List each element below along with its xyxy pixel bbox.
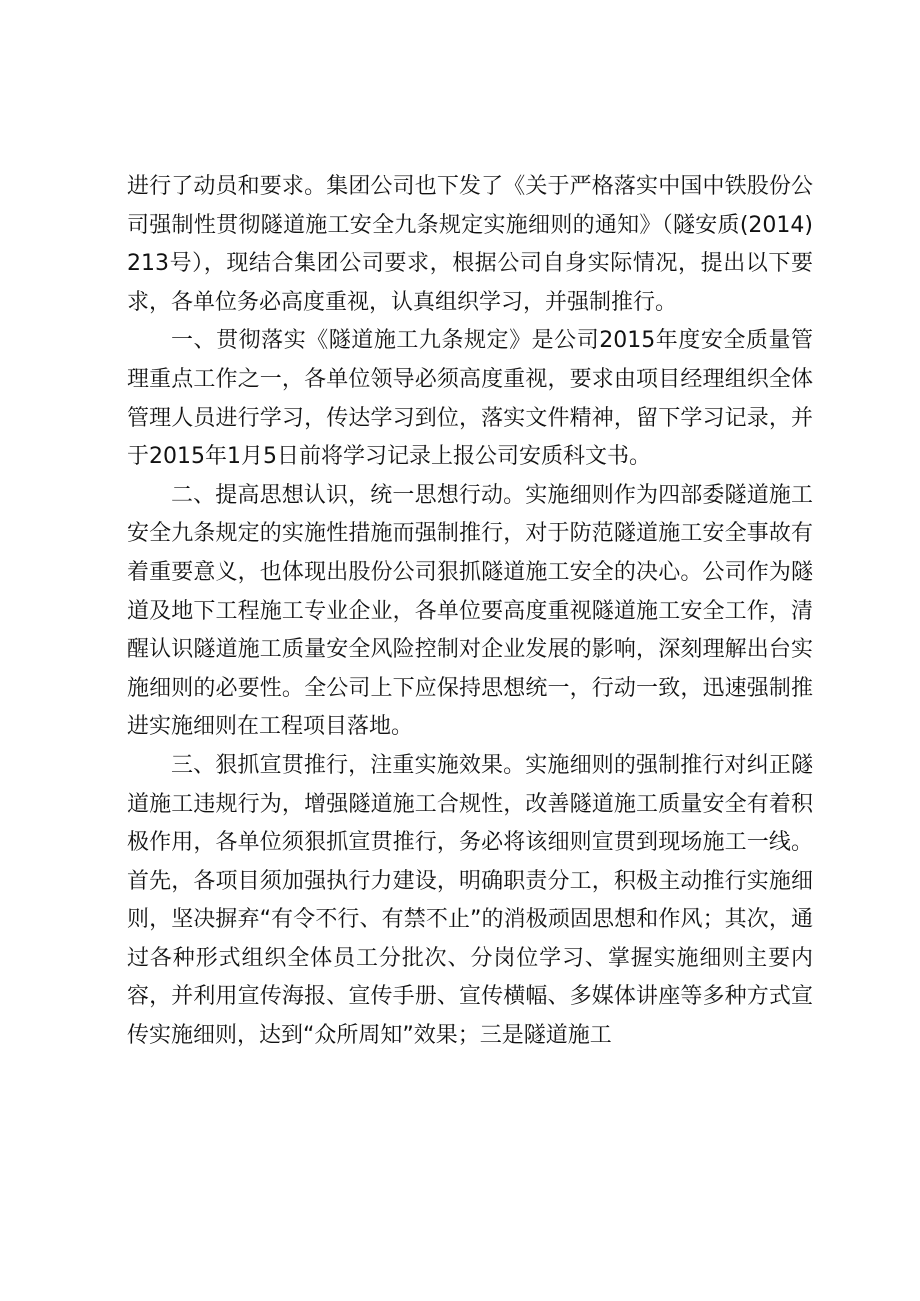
paragraph-item-one: 一、贯彻落实《隧道施工九条规定》是公司2015年度安全质量管理重点工作之一，各单位领导必须高度重视，要求由项目经理组织全体管理人员进行学习，传达学习到位，落实文件精神，留下学习记录，并于2015年1月5日前将学习记录上报公司安质科文书。 [127,328,813,470]
paragraph-continuation: 进行了动员和要求。集团公司也下发了《关于严格落实中国中铁股份公司强制性贯彻隧道施工安全九条规定实施细则的通知》（隧安质(2014)213号），现结合集团公司要求，根据公司自身实际情况，提出以下要求，各单位务必高度重视，认真组织学习，并强制推行。 [127,174,813,315]
document-body [127,168,813,1056]
paragraph-item-three: 三、狠抓宣贯推行，注重实施效果。实施细则的强制推行对纠正隧道施工违规行为，增强隧道施工合规性，改善隧道施工质量安全有着积极作用，各单位须狠抓宣贯推行，务必将该细则宣贯到现场施工一线。首先，各项目须加强执行力建设，明确职责分工，积极主动推行实施细则，坚决摒弃“有令不行、有禁不止”的消极顽固思想和作风；其次，通过各种形式组织全体员工分批次、分岗位学习、掌握实施细则主要内容，并利用宣传海报、宣传手册、宣传横幅、多媒体讲座等多种方式宣传实施细则，达到“众所周知”效果；三是隧道施工 [127,752,813,1049]
paragraph-item-two: 二、提高思想认识，统一思想行动。实施细则作为四部委隧道施工安全九条规定的实施性措施而强制推行，对于防范隧道施工安全事故有着重要意义，也体现出股份公司狠抓隧道施工安全的决心。公司作为隧道及地下工程施工专业企业，各单位要高度重视隧道施工安全工作，清醒认识隧道施工质量安全风险控制对企业发展的影响，深刻理解出台实施细则的必要性。全公司上下应保持思想统一，行动一致，迅速强制推进实施细则在工程项目落地。 [127,482,813,740]
